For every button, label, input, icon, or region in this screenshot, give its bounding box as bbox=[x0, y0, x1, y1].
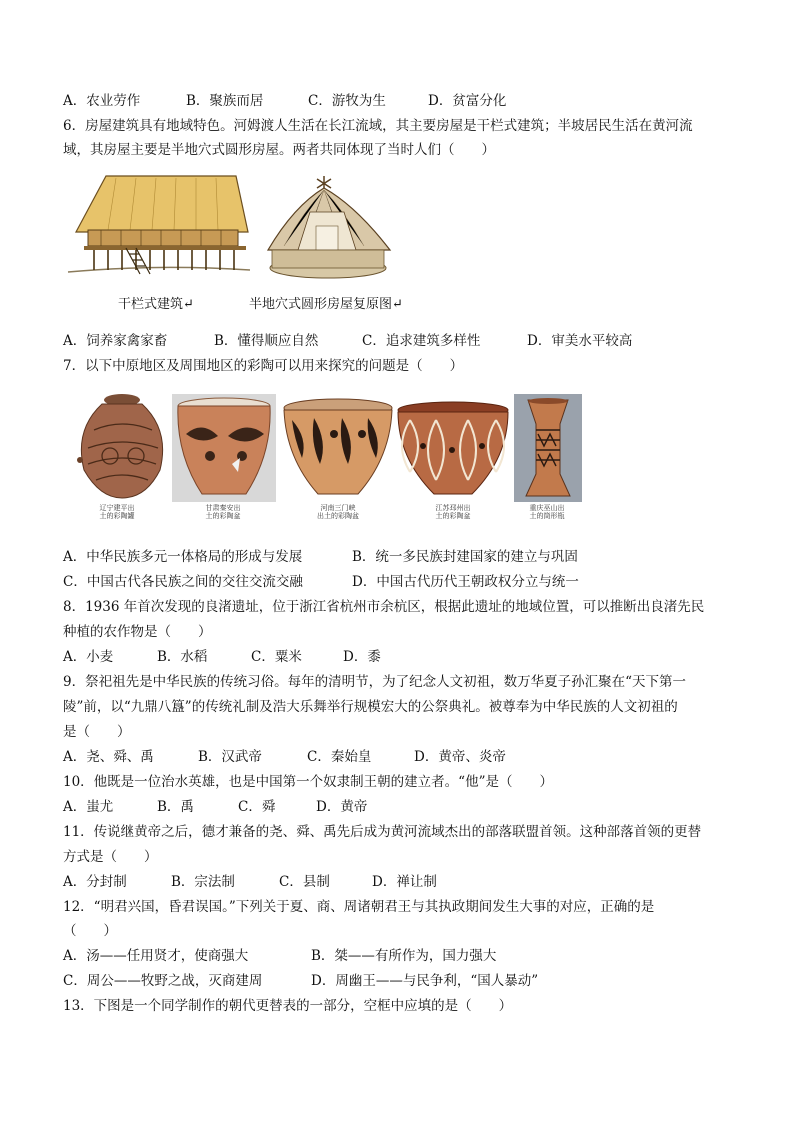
q8-option-b: B．水稻 bbox=[157, 649, 208, 665]
q11-stem-line1: 11．传说继黄帝之后，德才兼备的尧、舜、禹先后成为黄河流域杰出的部落联盟首领。这种部落首领的更替 bbox=[63, 824, 702, 840]
q6-option-c: C．追求建筑多样性 bbox=[362, 333, 481, 349]
q5-option-d: D．贫富分化 bbox=[428, 93, 507, 109]
q12-option-c: C．周公——牧野之战，灭商建周 bbox=[63, 973, 263, 989]
q10-option-d: D．黄帝 bbox=[316, 799, 368, 815]
q11-stem-line2: 方式是（ ） bbox=[63, 849, 158, 865]
pottery-label-4-line1: 江苏邳州出 bbox=[435, 504, 471, 512]
q8-stem-line2: 种植的农作物是（ ） bbox=[63, 624, 212, 640]
q9-option-b: B．汉武帝 bbox=[198, 749, 262, 765]
q6-option-a: A．饲养家禽家畜 bbox=[63, 333, 168, 349]
q9-stem-line3: 是（ ） bbox=[63, 724, 131, 740]
q7-option-d: D．中国古代历代王朝政权分立与统一 bbox=[352, 574, 579, 590]
q11-option-d: D．禅让制 bbox=[372, 874, 437, 890]
q10-option-a: A．蚩尤 bbox=[63, 799, 114, 815]
q13-stem: 13．下图是一个同学制作的朝代更替表的一部分，空框中应填的是（ ） bbox=[63, 998, 513, 1014]
q9-stem-line2: 陵”前，以“九鼎八簋”的传统礼制及浩大乐舞举行规模宏大的公祭典礼。被尊奉为中华民族的人文初祖的 bbox=[63, 699, 678, 715]
q12-option-a: A．汤——任用贤才，使商强大 bbox=[63, 948, 249, 964]
q10-option-b: B．禹 bbox=[157, 799, 194, 815]
pottery-basin-gansu bbox=[172, 394, 276, 502]
q7-option-b: B．统一多民族封建国家的建立与巩固 bbox=[352, 549, 578, 565]
q12-stem-line1: 12．“明君兴国，昏君误国。”下列关于夏、商、周诸朝君王与其执政期间发生大事的对应，正确的是 bbox=[63, 899, 655, 915]
pottery-jar-liaoning bbox=[70, 390, 170, 502]
pottery-label-4 bbox=[418, 504, 488, 520]
q6-option-b: B．懂得顺应自然 bbox=[214, 333, 319, 349]
pottery-label-2 bbox=[188, 504, 258, 520]
q9-option-a: A．尧、舜、禹 bbox=[63, 749, 154, 765]
q9-option-d: D．黄帝、炎帝 bbox=[414, 749, 506, 765]
pottery-label-4-line2: 土的彩陶盆 bbox=[435, 512, 471, 520]
pottery-label-3-line1: 河南三门峡 bbox=[320, 504, 356, 512]
pottery-label-1 bbox=[82, 504, 152, 520]
q11-option-c: C．县制 bbox=[279, 874, 330, 890]
pottery-label-5 bbox=[512, 504, 582, 520]
pottery-label-5-line1: 重庆巫山出 bbox=[529, 504, 565, 512]
q7-option-a: A．中华民族多元一体格局的形成与发展 bbox=[63, 549, 303, 565]
q8-option-d: D．黍 bbox=[343, 649, 381, 665]
q8-stem-line1: 8．1936 年首次发现的良渚遗址，位于浙江省杭州市余杭区，根据此遗址的地域位置，可以推断出良渚先民 bbox=[63, 599, 705, 615]
caption-round-house: 半地穴式圆形房屋复原图↵ bbox=[249, 297, 403, 312]
q7-option-c: C．中国古代各民族之间的交往交流交融 bbox=[63, 574, 303, 590]
round-house-illustration bbox=[264, 176, 394, 280]
q6-stem-line2: 域，其房屋主要是半地穴式圆形房屋。两者共同体现了当时人们（ ） bbox=[63, 142, 495, 158]
pottery-label-1-line1: 辽宁建平出 bbox=[99, 504, 135, 512]
q8-option-c: C．粟米 bbox=[251, 649, 302, 665]
pottery-label-3-line2: 出土的彩陶盆 bbox=[317, 512, 359, 520]
q5-option-a: A．农业劳作 bbox=[63, 93, 141, 109]
q6-option-d: D．审美水平较高 bbox=[527, 333, 633, 349]
q10-stem: 10．他既是一位治水英雄，也是中国第一个奴隶制王朝的建立者。“他”是（ ） bbox=[63, 774, 553, 790]
pottery-label-5-line2: 土的筒形瓶 bbox=[529, 512, 565, 520]
q6-stem-line1: 6．房屋建筑具有地域特色。河姆渡人生活在长江流域，其主要房屋是干栏式建筑；半坡居民生活在黄河流 bbox=[63, 118, 693, 134]
q11-option-a: A．分封制 bbox=[63, 874, 127, 890]
q11-option-b: B．宗法制 bbox=[171, 874, 235, 890]
pottery-vase-chongqing bbox=[514, 394, 582, 502]
q12-option-d: D．周幽王——与民争利，“国人暴动” bbox=[311, 973, 539, 989]
pottery-basin-henan bbox=[282, 398, 394, 502]
q5-option-b: B．聚族而居 bbox=[186, 93, 264, 109]
q7-stem: 7．以下中原地区及周围地区的彩陶可以用来探究的问题是（ ） bbox=[63, 358, 464, 374]
q12-option-b: B．桀——有所作为，国力强大 bbox=[311, 948, 497, 964]
q9-stem-line1: 9．祭祀祖先是中华民族的传统习俗。每年的清明节，为了纪念人文初祖，数万华夏子孙汇聚在“天下第一 bbox=[63, 674, 686, 690]
q12-stem-line2: （ ） bbox=[63, 923, 117, 939]
pottery-basin-jiangsu bbox=[396, 400, 510, 502]
q5-option-c: C．游牧为生 bbox=[308, 93, 386, 109]
q9-option-c: C．秦始皇 bbox=[307, 749, 372, 765]
caption-stilt-house: 干栏式建筑↵ bbox=[118, 297, 194, 312]
stilt-house-illustration bbox=[66, 172, 252, 278]
q10-option-c: C．舜 bbox=[238, 799, 276, 815]
pottery-label-1-line2: 土的彩陶罐 bbox=[99, 512, 135, 520]
q8-option-a: A．小麦 bbox=[63, 649, 114, 665]
pottery-label-2-line2: 土的彩陶盆 bbox=[205, 512, 241, 520]
pottery-label-3 bbox=[303, 504, 373, 520]
pottery-label-2-line1: 甘肃秦安出 bbox=[205, 504, 241, 512]
